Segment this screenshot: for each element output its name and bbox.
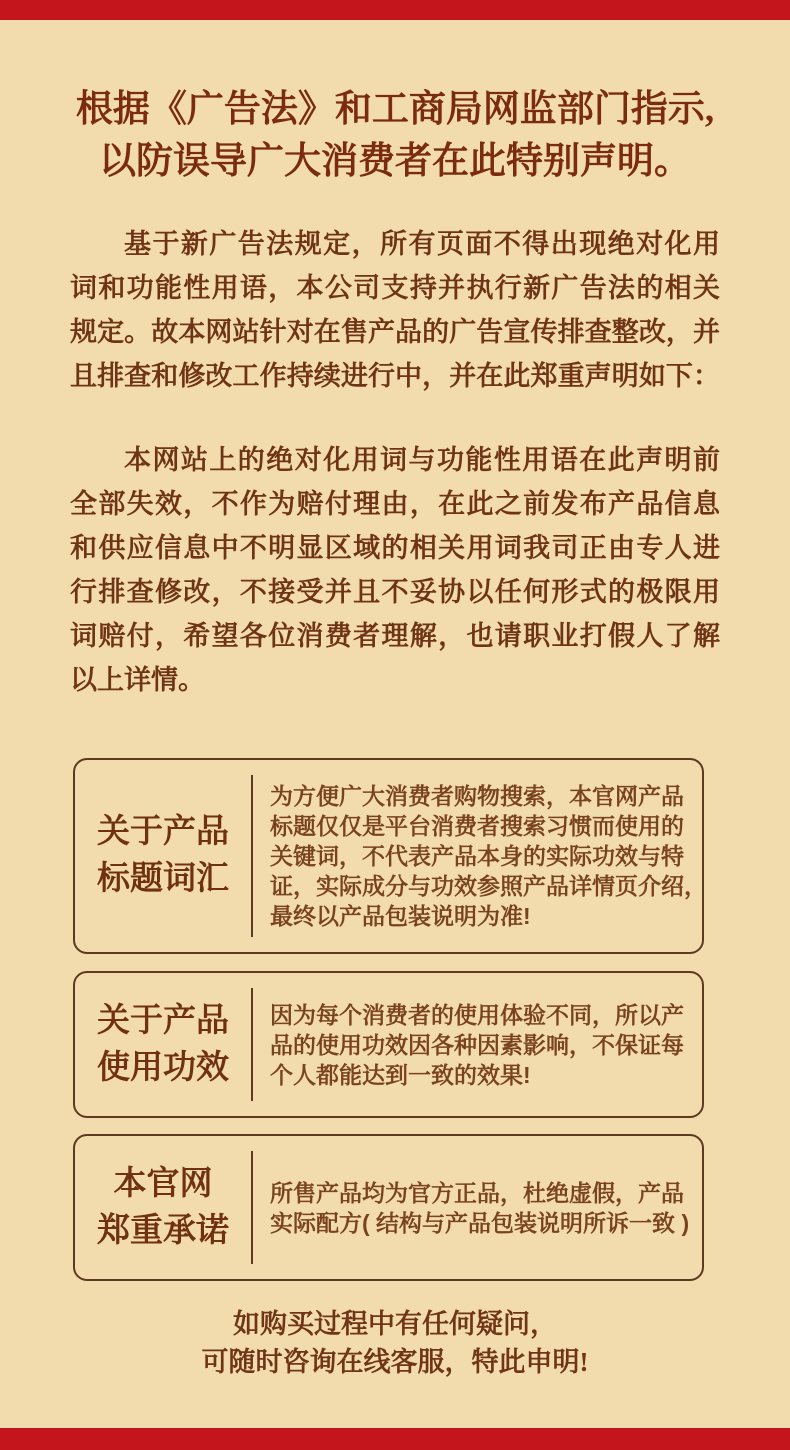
page-title [0,84,790,188]
card-body-line: 个人都能达到一致的效果! [270,1061,531,1088]
paragraph-line: 基于新广告法规定，所有页面不得出现绝对化用 [124,229,720,259]
page-title-line-1: 根据《广告法》和工商局网监部门指示, [75,89,715,130]
card-body-line: 因为每个消费者的使用体验不同，所以产 [270,1001,684,1028]
card-body-line: 证，实际成分与功效参照产品详情页介绍， [270,873,707,899]
card-body-line: 为方便广大消费者购物搜索，本官网产品 [270,783,684,809]
top-accent-bar [0,0,790,20]
card-label-line-1: 关于产品 [97,1002,229,1039]
paragraph-line: 行排查修改，不接受并且不妥协以任何形式的极限用 [70,577,720,607]
paragraph-line: 词赔付，希望各位消费者理解，也请职业打假人了解 [70,621,720,651]
card-body [251,973,702,1116]
card-label-line-2: 使用功效 [97,1049,229,1086]
notice-card-list [0,758,790,1281]
card-divider [251,775,253,937]
notice-card-product-effect [73,971,704,1118]
footer-line-1: 如购买过程中有任何疑问， [233,1309,557,1339]
paragraph-line: 规定。故本网站针对在售产品的广告宣传排查整改，并 [70,317,720,347]
card-body-line: 品的使用功效因各种因素影响，不保证每 [270,1031,684,1058]
statement-paragraph-2 [70,438,720,702]
card-body [251,1136,702,1279]
notice-card-official-promise [73,1134,704,1281]
card-body-line: 关键词，不代表产品本身的实际功效与特 [270,843,684,869]
page-title-line-2: 以防误导广大消费者在此特别声明。 [99,141,691,182]
card-body-line: 标题仅仅是平台消费者搜索习惯而使用的 [270,813,684,839]
paragraph-line: 和供应信息中不明显区域的相关用词我司正由专人进 [70,533,720,563]
statement-paragraph-1 [70,222,720,398]
card-label-line-2: 郑重承诺 [97,1212,229,1249]
footer-line-2: 可随时咨询在线客服，特此申明! [201,1347,589,1377]
paragraph-line: 词和功能性用语，本公司支持并执行新广告法的相关 [70,273,720,303]
card-divider [251,1151,253,1264]
paragraph-line: 全部失效，不作为赔付理由，在此之前发布产品信息 [70,489,720,519]
card-label-line-2: 标题词汇 [97,861,229,897]
card-label-line-1: 关于产品 [97,814,229,850]
card-label [75,760,251,952]
notice-card-product-title-keywords [73,758,707,954]
paragraph-line: 且排查和修改工作持续进行中，并在此郑重声明如下： [70,361,720,391]
footer-note [0,1305,790,1381]
paragraph-line: 本网站上的绝对化用词与功能性用语在此声明前 [124,445,720,475]
card-label [75,973,251,1116]
bottom-accent-bar [0,1428,790,1450]
card-body-line: 最终以产品包装说明为准! [270,903,531,929]
card-divider [251,988,253,1101]
card-label [75,1136,251,1279]
card-label-line-1: 本官网 [113,1165,213,1202]
card-body [251,760,719,952]
card-body-line: 所售产品均为官方正品，杜绝虚假，产品 [270,1179,684,1206]
card-body-line: 实际配方( 结构与产品包装说明所诉一致 ) [270,1209,690,1236]
paragraph-line: 以上详情。 [70,665,205,695]
